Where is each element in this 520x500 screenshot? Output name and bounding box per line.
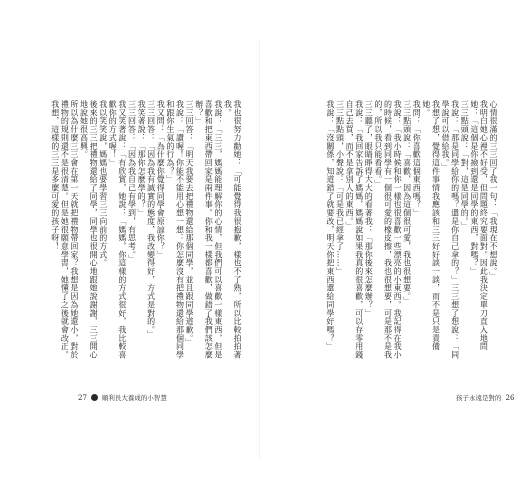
left-page-footer (78, 393, 167, 402)
paragraph: 後來的三三把禮物還給了同學，同學也很開心地跟她說謝謝，三三開心地說她很高興。 (79, 100, 99, 359)
paragraph: 三三回答：「明天我要去把禮物還給那個同學，並且跟同學道歉。」 (185, 100, 195, 347)
paragraph: 我說：「三三，媽媽能理解你的心情，但我們可以喜歡一樣東西，但是喜歡和把東西帶回家是兩件事。你和我一樣都喜歡，做錯了我們該怎麼辦？」 (194, 100, 223, 359)
paragraph: 我說：「讚喔！你能不能用心想一想：你怎麼沒有把禮物還給那個同學和跟你生氣的行為？」 (165, 100, 185, 359)
paragraph: 我說：「那是同學給你的嗎？還是你自己拿的？」三三想了想說：「同學說可以借給我。」 (441, 100, 460, 359)
paragraph: 三三聽了，眼睛睜得大大的看著我：「那你後來怎麼辦？」 (364, 100, 374, 318)
paragraph: 所以為什麼三三會在第一天就把禮物帶回家？我想是因為她還小，對於禮物的規則還不是很清楚。但是她很願意學習，她懂了之後就會改正。 (60, 100, 79, 359)
paragraph: 我說：「沒關係，知道錯了就要改，明天你把東西還給同學好嗎？」 (325, 100, 335, 351)
paragraph: 我又笑著說：「有欣賞，她說：「媽媽，你這樣的方式很好，我比較喜歡你的方式喔！」 (108, 100, 127, 359)
paragraph: 三三點頭說：「喜歡，因為這個很可愛，我也很想要。」 (402, 100, 412, 305)
paragraph: 三三回答：「因為我有誠實的態度，我改變得好，方式是對的。」 (146, 100, 156, 339)
right-page-footer (456, 393, 514, 402)
paragraph: 三三回答：「因為我自己有學到，有思考。」 (127, 100, 137, 263)
paragraph: 三三點頭說：「對，這是同學的。」 (460, 100, 470, 230)
paragraph: 我說：「我回家告訴了媽媽，媽媽說如果我真的很喜歡，可以存零用錢自己去買，而不是拿別人的東西。」 (345, 100, 364, 359)
footer-dot-icon (91, 394, 98, 401)
paragraph: 我問：「你喜歡這個東西嗎？」 (412, 100, 422, 217)
page-number: 27 (78, 393, 87, 402)
running-title: 順利長大養成的小智慧 (101, 394, 167, 402)
paragraph: 我想，這樣的三三是多麼可愛的孩子呀！ (50, 100, 60, 251)
paragraph: 我以笑笑說，媽媽也要學習三三向前的方式。 (98, 100, 108, 267)
paragraph: 我笑著說：「那你怎麼學的？」 (137, 100, 147, 217)
paragraph: 我想了想，覺得這件事情我應該和三三好好談一談，而不是只是責備她。 (421, 100, 441, 351)
running-title: 孩子永遠是對的 (456, 394, 502, 402)
paragraph: 我也很努力勸她：「可能覺得我很抱歉，樣也不了熟，所以比較拍拍著我。 (223, 100, 242, 359)
left-page-text (50, 100, 242, 362)
right-page-text (270, 100, 498, 362)
right-page (260, 0, 520, 500)
paragraph: 我又問：「為什麼你覺得同學會原諒你？」 (156, 100, 166, 259)
page-number: 26 (505, 393, 515, 402)
paragraph: 我明白她心裡不好受，但問題終究要面對。因此我決定單刀直入地問她：「這個是你撿到還是同學的東西，對嗎？」 (469, 100, 489, 351)
paragraph: 三三點點頭，小聲說：「可是我已經拿了……」 (335, 100, 345, 276)
paragraph: 心情很滿的三三回了我一句：「我現在不想說。」 (489, 100, 498, 280)
paragraph: 我說：「我小時候和你一樣也很喜歡一些漂亮的小東西。我記得在我小的時候，看到同學有一個很可愛的橡皮擦，我也很想要，可是那不是我的，所以我只能看看。」 (373, 100, 403, 359)
